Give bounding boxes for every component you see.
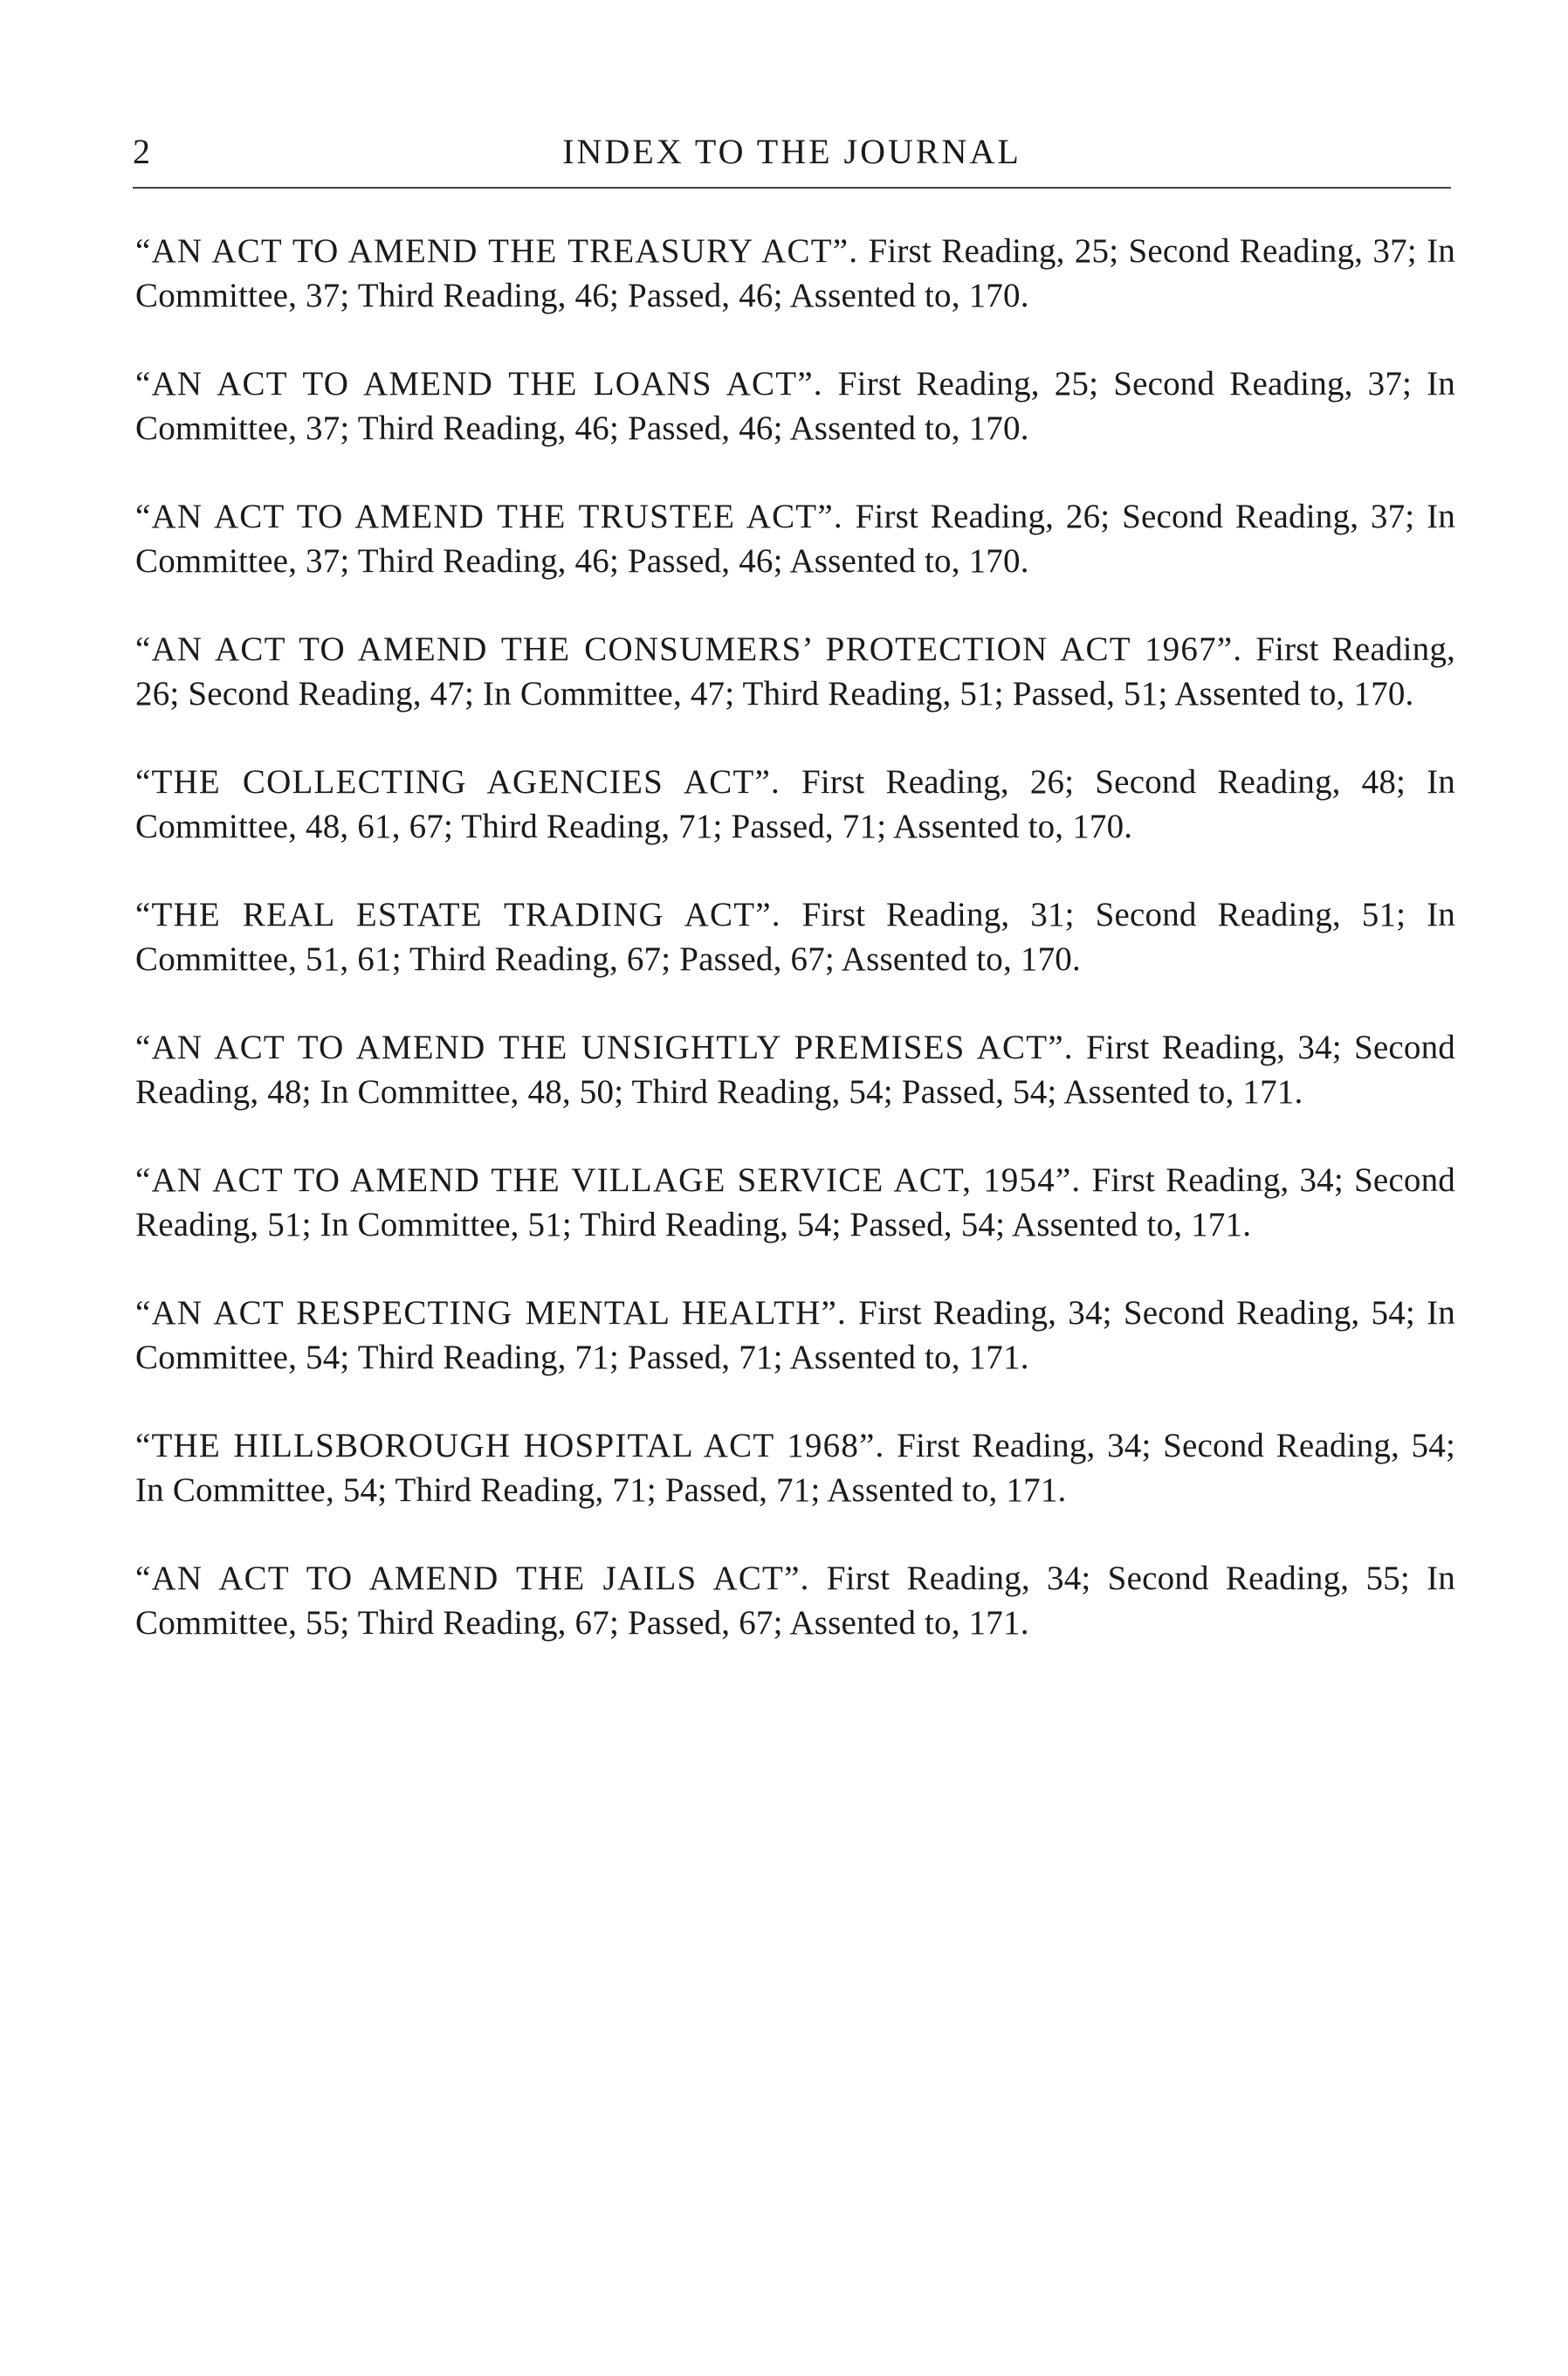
- act-title: “AN ACT TO AMEND THE TRUSTEE ACT”.: [135, 498, 843, 535]
- act-title: “AN ACT TO AMEND THE JAILS ACT”.: [135, 1560, 810, 1597]
- act-title: “AN ACT TO AMEND THE TREASURY ACT”.: [135, 232, 859, 270]
- act-title: “AN ACT TO AMEND THE LOANS ACT”.: [135, 365, 823, 403]
- page-number: 2: [133, 132, 151, 171]
- index-entry: [135, 892, 1455, 981]
- entry-readings: First Reading, 26; Second Reading, 37; In Committee, 37; Third Reading, 46; Passed, 46; Assented to, 170.: [135, 498, 1455, 580]
- entry-readings: First Reading, 25; Second Reading, 37; In Committee, 37; Third Reading, 46; Passed, 46; Assented to, 170.: [135, 365, 1455, 447]
- entry-readings: First Reading, 34; Second Reading, 51; In Committee, 51; Third Reading, 54; Passed, 54; Assented to, 171.: [135, 1161, 1455, 1243]
- index-entries: [135, 229, 1455, 1689]
- index-entry: [135, 1291, 1455, 1380]
- header-rule: [133, 187, 1451, 189]
- entry-readings: First Reading, 34; Second Reading, 54; In Committee, 54; Third Reading, 71; Passed, 71; Assented to, 171.: [135, 1427, 1455, 1509]
- act-title: “AN ACT TO AMEND THE CONSUMERS’ PROTECTION ACT 1967”.: [135, 630, 1243, 668]
- index-entry: [135, 229, 1455, 318]
- entry-readings: First Reading, 34; Second Reading, 48; In Committee, 48, 50; Third Reading, 54; Passed, 54; Assented to, 171.: [135, 1029, 1456, 1111]
- act-title: “AN ACT TO AMEND THE UNSIGHTLY PREMISES ACT”.: [135, 1029, 1074, 1066]
- index-entry: [135, 760, 1455, 849]
- entry-readings: First Reading, 34; Second Reading, 55; In Committee, 55; Third Reading, 67; Passed, 67; Assented to, 171.: [135, 1560, 1455, 1642]
- entry-readings: First Reading, 25; Second Reading, 37; In Committee, 37; Third Reading, 46; Passed, 46; Assented to, 170.: [135, 232, 1455, 314]
- index-entry: [135, 627, 1455, 716]
- act-title: “THE COLLECTING AGENCIES ACT”.: [135, 763, 781, 801]
- act-title: “AN ACT TO AMEND THE VILLAGE SERVICE ACT, 1954”.: [135, 1161, 1082, 1199]
- index-entry: [135, 1423, 1455, 1512]
- index-entry: [135, 1556, 1455, 1645]
- act-title: “THE HILLSBOROUGH HOSPITAL ACT 1968”.: [135, 1427, 885, 1464]
- act-title: “AN ACT RESPECTING MENTAL HEALTH”.: [135, 1294, 847, 1332]
- entry-readings: First Reading, 31; Second Reading, 51; In Committee, 51, 61; Third Reading, 67; Passed, 67; Assented to, 170.: [135, 896, 1455, 978]
- entry-readings: First Reading, 26; Second Reading, 47; In Committee, 47; Third Reading, 51; Passed, 51; Assented to, 170.: [135, 630, 1455, 713]
- index-entry: [135, 494, 1455, 583]
- act-title: “THE REAL ESTATE TRADING ACT”.: [135, 896, 781, 933]
- index-entry: [135, 362, 1455, 451]
- running-title: INDEX TO THE JOURNAL: [562, 132, 1021, 171]
- entry-readings: First Reading, 34; Second Reading, 54; In Committee, 54; Third Reading, 71; Passed, 71; Assented to, 171.: [135, 1294, 1455, 1376]
- index-entry: [135, 1025, 1455, 1114]
- index-entry: [135, 1158, 1455, 1247]
- entry-readings: First Reading, 26; Second Reading, 48; In Committee, 48, 61, 67; Third Reading, 71; Passed, 71; Assented to, 170.: [135, 763, 1455, 845]
- page-header: [133, 131, 1451, 183]
